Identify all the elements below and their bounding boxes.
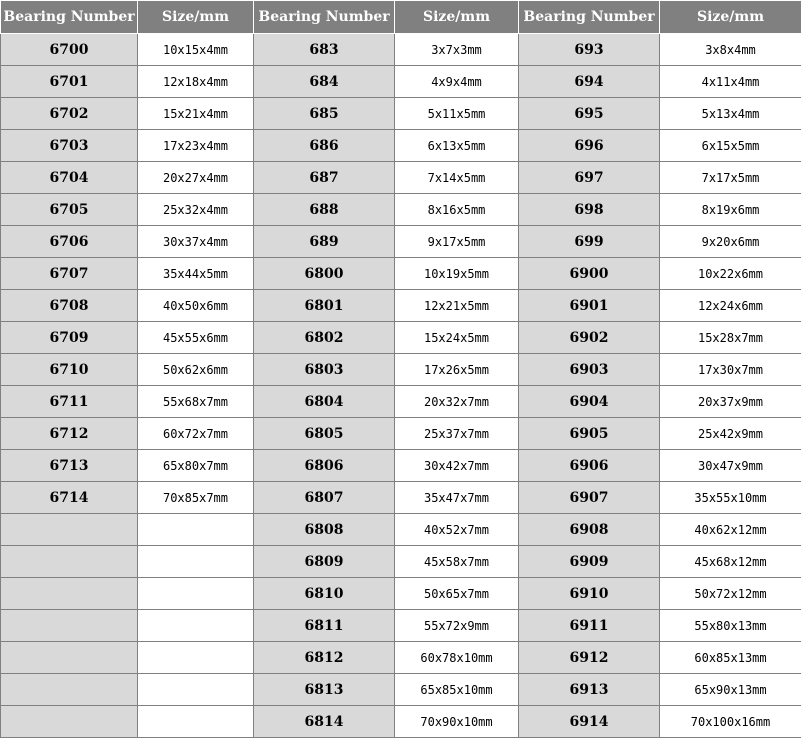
bearing-number-cell-3: 6908 [519, 514, 660, 546]
bearing-number-cell-1: 6708 [1, 290, 138, 322]
size-cell-1: 20x27x4mm [138, 162, 254, 194]
size-cell-3: 35x55x10mm [660, 482, 801, 514]
size-cell-2: 6x13x5mm [395, 130, 519, 162]
size-cell-1: 30x37x4mm [138, 226, 254, 258]
size-cell-2: 17x26x5mm [395, 354, 519, 386]
size-cell-2: 50x65x7mm [395, 578, 519, 610]
bearing-number-cell-1: 6701 [1, 66, 138, 98]
size-cell-2: 30x42x7mm [395, 450, 519, 482]
bearing-number-cell-2: 687 [254, 162, 395, 194]
bearing-number-cell-3: 6914 [519, 706, 660, 738]
size-cell-1: 50x62x6mm [138, 354, 254, 386]
size-cell-1: 17x23x4mm [138, 130, 254, 162]
bearing-number-cell-2: 6803 [254, 354, 395, 386]
table-row [1, 578, 801, 610]
header-bearing-number-2: Bearing Number [254, 1, 395, 34]
size-cell-3: 65x90x13mm [660, 674, 801, 706]
size-cell-2: 60x78x10mm [395, 642, 519, 674]
bearing-number-cell-3: 6900 [519, 258, 660, 290]
size-cell-1: 55x68x7mm [138, 386, 254, 418]
bearing-number-cell-1 [1, 706, 138, 738]
size-cell-3: 5x13x4mm [660, 98, 801, 130]
size-cell-3: 17x30x7mm [660, 354, 801, 386]
size-cell-3: 30x47x9mm [660, 450, 801, 482]
size-cell-2: 25x37x7mm [395, 418, 519, 450]
table-row [1, 66, 801, 98]
size-cell-3: 6x15x5mm [660, 130, 801, 162]
table-row [1, 98, 801, 130]
header-size-1: Size/mm [138, 1, 254, 34]
bearing-number-cell-2: 6807 [254, 482, 395, 514]
size-cell-3: 3x8x4mm [660, 34, 801, 66]
bearing-number-cell-3: 696 [519, 130, 660, 162]
bearing-number-cell-3: 6906 [519, 450, 660, 482]
bearing-number-cell-3: 6913 [519, 674, 660, 706]
table-row [1, 706, 801, 738]
size-cell-1: 10x15x4mm [138, 34, 254, 66]
size-cell-2: 3x7x3mm [395, 34, 519, 66]
table-header [1, 1, 801, 34]
size-cell-2: 5x11x5mm [395, 98, 519, 130]
bearing-number-cell-3: 6905 [519, 418, 660, 450]
bearing-number-cell-3: 6910 [519, 578, 660, 610]
table-row [1, 482, 801, 514]
bearing-number-cell-2: 6811 [254, 610, 395, 642]
table-row [1, 642, 801, 674]
size-cell-3: 70x100x16mm [660, 706, 801, 738]
header-bearing-number-1: Bearing Number [1, 1, 138, 34]
size-cell-3: 50x72x12mm [660, 578, 801, 610]
bearing-number-cell-1: 6707 [1, 258, 138, 290]
size-cell-1: 45x55x6mm [138, 322, 254, 354]
bearing-number-cell-1 [1, 578, 138, 610]
size-cell-3: 12x24x6mm [660, 290, 801, 322]
bearing-number-cell-2: 6805 [254, 418, 395, 450]
bearing-number-cell-2: 6801 [254, 290, 395, 322]
size-cell-1 [138, 546, 254, 578]
bearing-number-cell-3: 6901 [519, 290, 660, 322]
bearing-number-cell-1 [1, 642, 138, 674]
bearing-number-cell-3: 6912 [519, 642, 660, 674]
size-cell-2: 35x47x7mm [395, 482, 519, 514]
header-size-2: Size/mm [395, 1, 519, 34]
size-cell-1 [138, 578, 254, 610]
size-cell-1: 60x72x7mm [138, 418, 254, 450]
size-cell-1: 25x32x4mm [138, 194, 254, 226]
bearing-number-cell-1: 6714 [1, 482, 138, 514]
table-row [1, 386, 801, 418]
table-body [1, 34, 801, 738]
table-row [1, 546, 801, 578]
bearing-number-cell-3: 699 [519, 226, 660, 258]
bearing-number-cell-3: 6902 [519, 322, 660, 354]
bearing-number-cell-2: 6800 [254, 258, 395, 290]
size-cell-1 [138, 674, 254, 706]
size-cell-1 [138, 610, 254, 642]
table-row [1, 226, 801, 258]
bearing-number-cell-3: 695 [519, 98, 660, 130]
bearing-number-cell-3: 697 [519, 162, 660, 194]
size-cell-2: 55x72x9mm [395, 610, 519, 642]
bearing-number-cell-1 [1, 514, 138, 546]
size-cell-1: 70x85x7mm [138, 482, 254, 514]
bearing-number-cell-1 [1, 674, 138, 706]
bearing-number-cell-3: 6911 [519, 610, 660, 642]
bearing-number-cell-2: 689 [254, 226, 395, 258]
header-size-3: Size/mm [660, 1, 801, 34]
bearing-number-cell-3: 698 [519, 194, 660, 226]
size-cell-3: 45x68x12mm [660, 546, 801, 578]
table-row [1, 354, 801, 386]
table-row [1, 610, 801, 642]
table-row [1, 290, 801, 322]
size-cell-3: 4x11x4mm [660, 66, 801, 98]
bearing-number-cell-2: 6802 [254, 322, 395, 354]
bearing-number-cell-1: 6710 [1, 354, 138, 386]
bearing-number-cell-2: 6806 [254, 450, 395, 482]
size-cell-3: 40x62x12mm [660, 514, 801, 546]
bearing-number-cell-3: 6907 [519, 482, 660, 514]
size-cell-2: 45x58x7mm [395, 546, 519, 578]
size-cell-3: 25x42x9mm [660, 418, 801, 450]
bearing-number-cell-3: 694 [519, 66, 660, 98]
bearing-number-cell-1 [1, 610, 138, 642]
bearing-number-cell-2: 6809 [254, 546, 395, 578]
bearing-number-cell-2: 685 [254, 98, 395, 130]
size-cell-2: 10x19x5mm [395, 258, 519, 290]
bearing-number-cell-3: 6904 [519, 386, 660, 418]
bearing-number-cell-3: 6903 [519, 354, 660, 386]
header-bearing-number-3: Bearing Number [519, 1, 660, 34]
bearing-number-cell-1: 6705 [1, 194, 138, 226]
size-cell-3: 55x80x13mm [660, 610, 801, 642]
bearing-number-cell-2: 6813 [254, 674, 395, 706]
table-row [1, 450, 801, 482]
size-cell-1 [138, 706, 254, 738]
size-cell-2: 65x85x10mm [395, 674, 519, 706]
bearing-number-cell-1: 6713 [1, 450, 138, 482]
size-cell-1 [138, 514, 254, 546]
bearing-number-cell-3: 693 [519, 34, 660, 66]
bearing-number-cell-1: 6703 [1, 130, 138, 162]
size-cell-2: 4x9x4mm [395, 66, 519, 98]
bearing-number-cell-2: 6808 [254, 514, 395, 546]
table-row [1, 194, 801, 226]
table-row [1, 514, 801, 546]
size-cell-2: 7x14x5mm [395, 162, 519, 194]
size-cell-1: 65x80x7mm [138, 450, 254, 482]
size-cell-3: 15x28x7mm [660, 322, 801, 354]
table-row [1, 162, 801, 194]
bearing-number-cell-2: 688 [254, 194, 395, 226]
table-row [1, 34, 801, 66]
bearing-number-cell-3: 6909 [519, 546, 660, 578]
bearing-number-cell-2: 6804 [254, 386, 395, 418]
table-row [1, 322, 801, 354]
size-cell-1: 15x21x4mm [138, 98, 254, 130]
size-cell-2: 12x21x5mm [395, 290, 519, 322]
size-cell-2: 20x32x7mm [395, 386, 519, 418]
bearing-number-cell-2: 686 [254, 130, 395, 162]
bearing-number-cell-2: 684 [254, 66, 395, 98]
size-cell-3: 8x19x6mm [660, 194, 801, 226]
table-row [1, 674, 801, 706]
bearing-number-cell-2: 6810 [254, 578, 395, 610]
bearing-number-cell-1: 6702 [1, 98, 138, 130]
bearing-number-cell-2: 6814 [254, 706, 395, 738]
table-row [1, 258, 801, 290]
bearing-number-cell-2: 6812 [254, 642, 395, 674]
size-cell-3: 7x17x5mm [660, 162, 801, 194]
size-cell-2: 70x90x10mm [395, 706, 519, 738]
bearing-number-cell-2: 683 [254, 34, 395, 66]
bearing-number-cell-1: 6706 [1, 226, 138, 258]
bearing-number-cell-1: 6712 [1, 418, 138, 450]
bearing-number-cell-1: 6709 [1, 322, 138, 354]
table-row [1, 418, 801, 450]
size-cell-2: 8x16x5mm [395, 194, 519, 226]
size-cell-3: 60x85x13mm [660, 642, 801, 674]
bearing-number-cell-1 [1, 546, 138, 578]
table-row [1, 130, 801, 162]
size-cell-3: 10x22x6mm [660, 258, 801, 290]
size-cell-1: 12x18x4mm [138, 66, 254, 98]
size-cell-3: 20x37x9mm [660, 386, 801, 418]
size-cell-3: 9x20x6mm [660, 226, 801, 258]
size-cell-2: 40x52x7mm [395, 514, 519, 546]
size-cell-1: 40x50x6mm [138, 290, 254, 322]
bearing-number-cell-1: 6700 [1, 34, 138, 66]
size-cell-2: 15x24x5mm [395, 322, 519, 354]
bearing-number-cell-1: 6704 [1, 162, 138, 194]
size-cell-2: 9x17x5mm [395, 226, 519, 258]
size-cell-1: 35x44x5mm [138, 258, 254, 290]
size-cell-1 [138, 642, 254, 674]
bearing-number-cell-1: 6711 [1, 386, 138, 418]
header-row [1, 1, 801, 34]
